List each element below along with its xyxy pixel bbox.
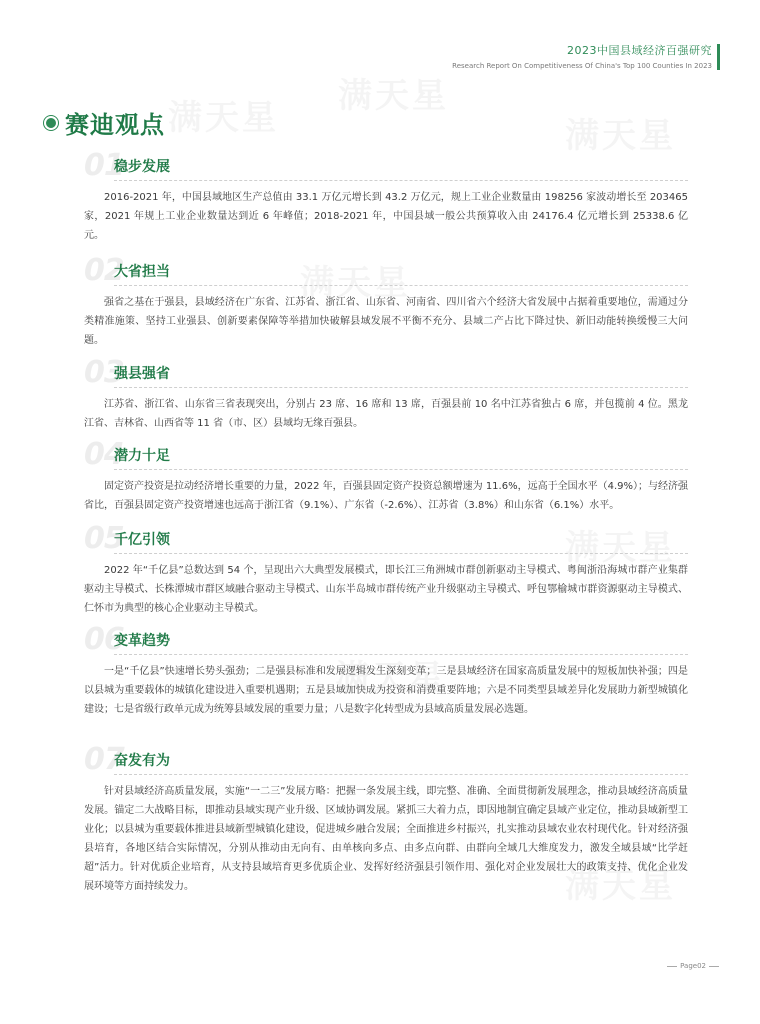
footer-rule [709,966,719,967]
section-header [84,437,688,473]
section-number: 04 [84,437,124,472]
section-change-trend [84,622,688,719]
section-body: 针对县域经济高质量发展，实施“一二三”发展方略：把握一条发展主线，即完整、准确、全面贯彻新发展理念，推动县域经济高质量发展。锚定二大战略目标，即推动县域实现产业升级、区域协调发展。紧抓三大着力点，即因地制宜确定县域产业定位，推动县域新型工业化；以县城为重要载体推进县域新型城镇化建设，促进城乡融合发展；全面推进乡村振兴，扎实推动县域农业农村现代化。针对经济强县培育，各地区结合实际情况，分别从推动由无向有、由单核向多点、由多点向群、由群向全域几大维度发力，激发全域县域“比学赶超”活力。针对优质企业培育，从支持县域培育更多优质企业、发挥好经济强县引领作用、强化对企业发展壮大的政策支持、优化企业发展环境等方面持续发力。 [84,786,688,892]
section-number: 06 [84,622,124,657]
section-header [84,253,688,289]
section-title: 变革趋势 [114,633,170,649]
footer-rule [667,966,677,967]
section-title: 稳步发展 [114,159,170,175]
section-header [84,521,688,557]
section-body: 一是“千亿县”快速增长势头强劲；二是强县标准和发展逻辑发生深刻变革；三是县域经济在国家高质量发展中的短板加快补强；四是以县城为重要载体的城镇化建设进入重要机遇期；五是县域加快成为投资和消费重要阵地；六是不同类型县域差异化发展助力新型城镇化建设；七是省级行政单元成为统筹县域发展的重要力量；八是数字化转型成为县域高质量发展必选题。 [84,666,688,715]
section-number: 05 [84,521,124,556]
section-number: 02 [84,253,124,288]
page-header [452,44,712,72]
section-steady-development [84,148,688,245]
section-big-province [84,253,688,350]
page-footer [664,962,722,970]
section-divider [114,654,688,656]
report-title: 2023中国县域经济百强研究 [567,44,712,57]
section-divider [114,469,688,471]
section-number: 03 [84,355,124,390]
bullet-icon [46,118,56,128]
report-subtitle: Research Report On Competitiveness Of China's Top 100 Counties In 2023 [452,62,712,70]
section-header [84,148,688,184]
section-number: 01 [84,148,124,183]
section-body: 2022 年“千亿县”总数达到 54 个，呈现出六大典型发展模式，即长江三角洲城市群创新驱动主导模式、粤闽浙沿海城市群产业集群驱动主导模式、长株潭城市群区域融合驱动主导模式、山东半岛城市群传统产业升级驱动主导模式、呼包鄂榆城市群资源驱动主导模式、仁怀市为典型的核心企业驱动主导模式。 [84,565,688,614]
section-divider [114,180,688,182]
section-billion-lead [84,521,688,618]
page-title: 赛迪观点 [65,111,165,139]
section-strive [84,742,688,896]
section-strong-county [84,355,688,433]
page-number: Page02 [680,962,706,970]
section-divider [114,285,688,287]
section-divider [114,387,688,389]
section-header [84,355,688,391]
watermark [338,68,449,117]
section-potential [84,437,688,515]
main-heading [46,105,165,140]
section-divider [114,774,688,776]
section-header [84,742,688,778]
section-body: 强省之基在于强县，县域经济在广东省、江苏省、浙江省、山东省、河南省、四川省六个经济大省发展中占据着重要地位，需通过分类精准施策、坚持工业强县、创新要素保障等举措加快破解县域发展不平衡不充分、县域二产占比下降过快、新旧动能转换缓慢三大问题。 [84,297,688,346]
section-title: 潜力十足 [114,448,170,464]
section-body: 2016-2021 年，中国县域地区生产总值由 33.1 万亿元增长到 43.2 万亿元，规上工业企业数量由 198256 家波动增长至 203465 家，2021 年规上工业企业数量达到近 6 年峰值；2018-2021 年，中国县域一般公共预算收入由 24176.4 亿元增长到 25338.6 亿元。 [84,192,688,241]
section-number: 07 [84,742,124,777]
section-title: 千亿引领 [114,532,170,548]
section-title: 大省担当 [114,264,170,280]
section-title: 奋发有为 [114,753,170,769]
header-accent-bar [717,44,720,70]
section-body: 固定资产投资是拉动经济增长重要的力量，2022 年，百强县固定资产投资总额增速为 11.6%，远高于全国水平（4.9%）；与经济强省比，百强县固定资产投资增速也远高于浙江省（9.1%）、广东省（-2.6%）、江苏省（3.8%）和山东省（6.1%）水平。 [84,481,688,511]
section-title: 强县强省 [114,366,170,382]
watermark [168,90,279,139]
watermark [565,108,676,157]
section-divider [114,553,688,555]
section-header [84,622,688,658]
section-body: 江苏省、浙江省、山东省三省表现突出，分别占 23 席、16 席和 13 席，百强县前 10 名中江苏省独占 6 席，并包揽前 4 位。黑龙江省、吉林省、山西省等 11 省（市、区）县域均无缘百强县。 [84,399,688,429]
